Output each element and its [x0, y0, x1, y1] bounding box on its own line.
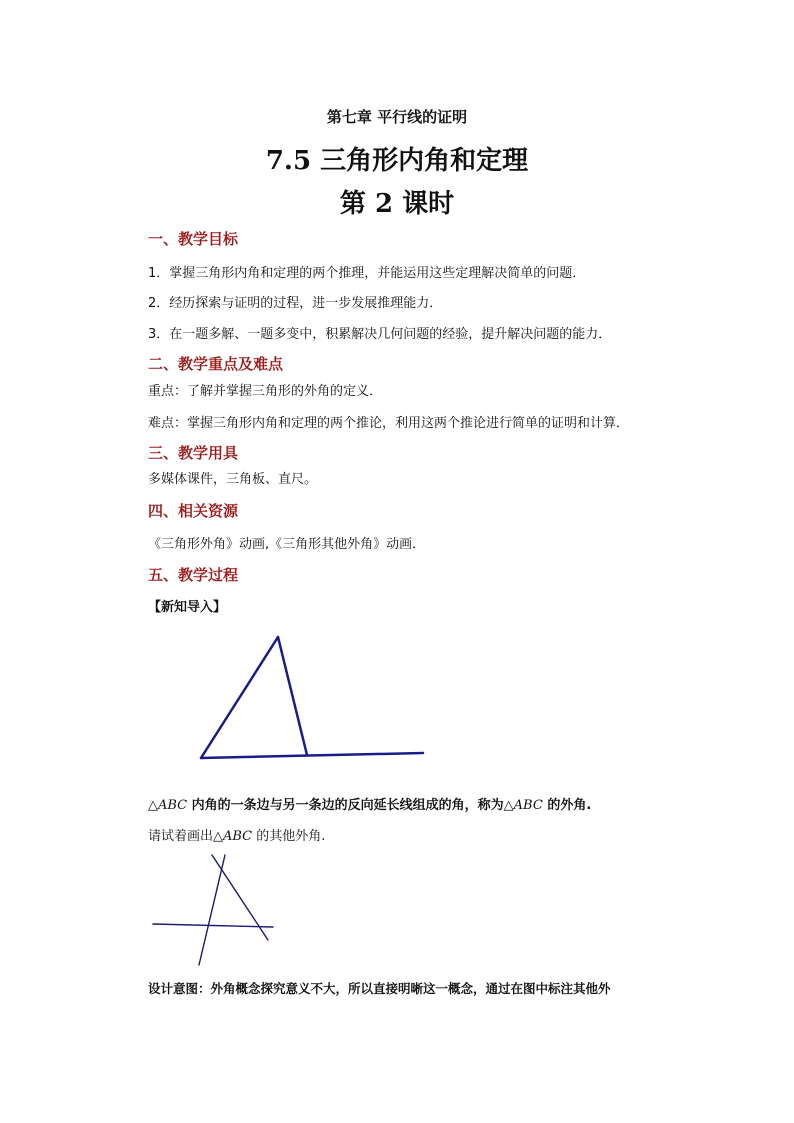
triangle-symbol: △ [148, 798, 158, 813]
triangle-other-exterior-angles-figure [153, 855, 273, 965]
extended-line-base [153, 924, 273, 927]
prompt-start: 请试着画出△ [148, 829, 223, 844]
tools-text: 多媒体课件，三角板、直尺。 [148, 472, 318, 487]
resources-text: 《三角形外角》动画,《三角形其他外角》动画． [148, 537, 426, 552]
section-heading-tools: 三、教学用具 [148, 444, 239, 462]
design-intent: 设计意图：外角概念探究意义不大，所以直接明晰这一概念，通过在图中标注其他外 [148, 981, 611, 996]
definition-body: 内角的一条边与另一条边的反向延长线组成的角，称为△ [187, 798, 514, 813]
triangle-side-left [201, 637, 278, 758]
new-knowledge-label: 【新知导入】 [148, 600, 227, 615]
objective-1: 1．掌握三角形内角和定理的两个推理，并能运用这些定理解决简单的问题． [148, 266, 586, 281]
exterior-angle-definition [148, 794, 591, 813]
triangle-exterior-angle-figure [201, 637, 423, 758]
section-heading-key-points: 二、教学重点及难点 [148, 355, 284, 373]
triangle-base-extended [201, 753, 423, 758]
lesson-period: 第 2 课时 [339, 189, 455, 219]
triangle-side-right [278, 637, 307, 755]
chapter-title: 第七章 平行线的证明 [326, 108, 468, 126]
key-point: 重点：了解并掌握三角形的外角的定义． [148, 384, 383, 399]
drawing-prompt [148, 825, 325, 844]
section-heading-resources: 四、相关资源 [148, 502, 239, 520]
objective-2: 2．经历探索与证明的过程，进一步发展推理能力． [148, 296, 443, 311]
definition-tail: 的外角. [542, 798, 592, 813]
extended-line-left [199, 855, 225, 965]
prompt-end: 的其他外角. [252, 829, 326, 844]
triangle-name: ABC [158, 798, 188, 813]
triangle-name: ABC [513, 798, 543, 813]
triangle-name: ABC [223, 829, 253, 844]
section-heading-process: 五、教学过程 [148, 566, 239, 584]
section-heading-objectives: 一、教学目标 [148, 230, 239, 248]
difficulty-point: 难点：掌握三角形内角和定理的两个推论，利用这两个推论进行简单的证明和计算． [148, 416, 630, 431]
lesson-title: 7.5 三角形内角和定理 [265, 146, 529, 176]
objective-3: 3．在一题多解、一题多变中，积累解决几何问题的经验，提升解决问题的能力． [148, 327, 612, 342]
